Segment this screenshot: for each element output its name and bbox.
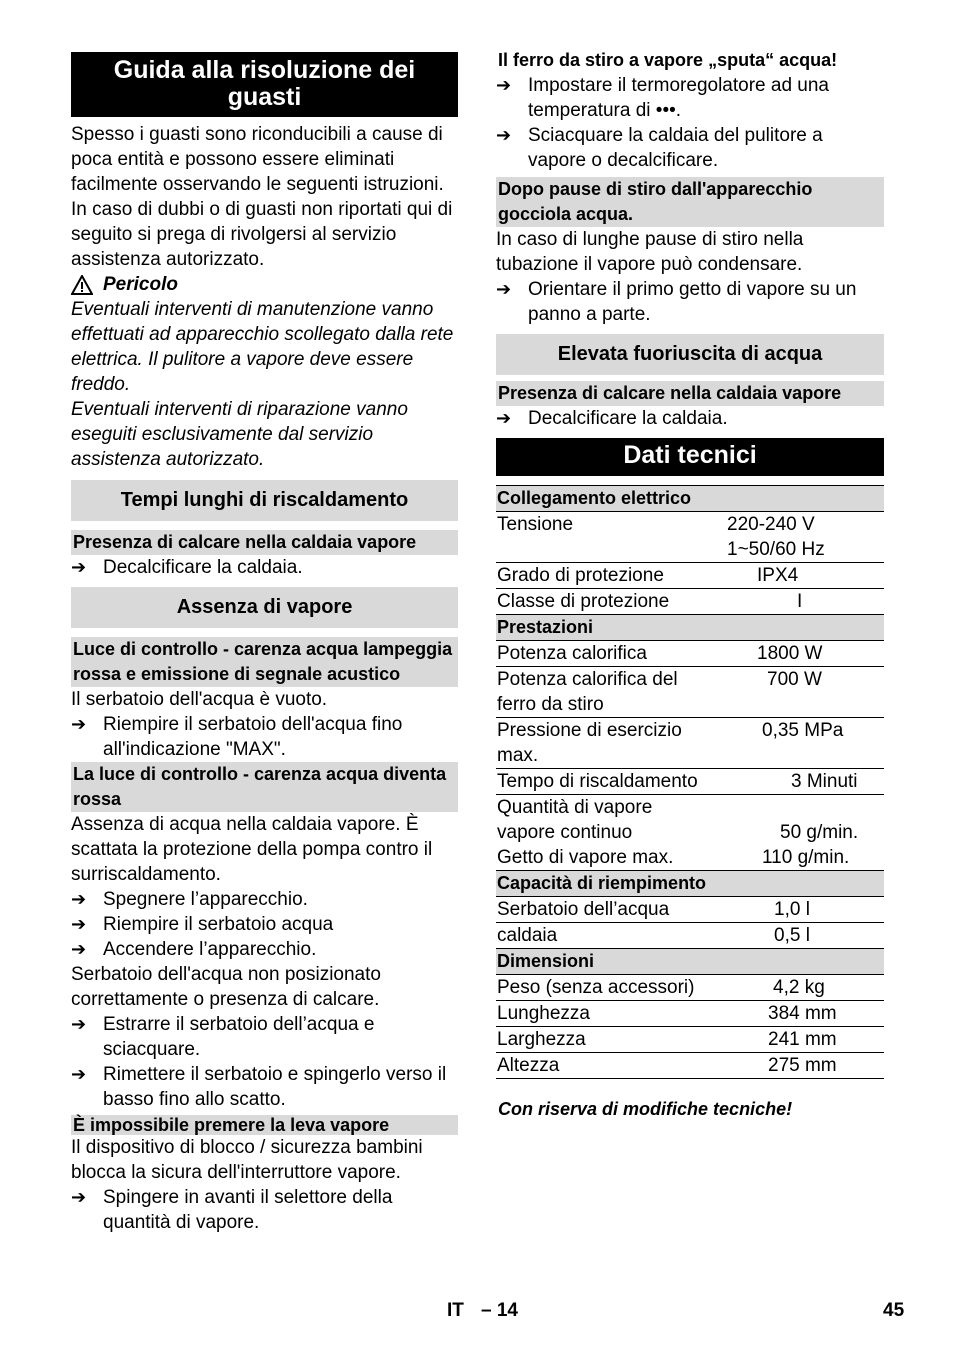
paragraph: Assenza di acqua nella caldaia vapore. È scattata la protezione della pompa contro il surriscaldamento.: [71, 814, 433, 885]
table-section-row: Collegamento elettrico: [496, 486, 884, 512]
danger-label: Pericolo: [103, 274, 178, 295]
table-row: caldaia 0,5 l: [496, 923, 884, 949]
paragraph: Il serbatoio dell'acqua è vuoto.: [71, 689, 328, 710]
table-row: Serbatoio dell’acqua 1,0 l: [496, 897, 884, 923]
footer-language: IT: [447, 1300, 464, 1321]
arrow-right-icon: ➔: [496, 125, 512, 145]
arrow-right-icon: ➔: [71, 889, 87, 909]
table-section-row: Dimensioni: [496, 949, 884, 975]
subsection-limescale-boiler: Presenza di calcare nella caldaia vapore: [496, 381, 884, 406]
step-item: ➔ Decalcificare la caldaia.: [496, 408, 728, 429]
table-row: Tempo di riscaldamento 3 Minuti: [496, 769, 884, 795]
technical-data-title: Dati tecnici: [496, 438, 884, 476]
subsection-water-light-flashing: Luce di controllo - carenza acqua lampeggia rossa e emissione di segnale acustico: [71, 637, 458, 687]
table-row: Larghezza 241 mm: [496, 1027, 884, 1053]
step-item: ➔ Sciacquare la caldaia del pulitore a vapore o decalcificare.: [496, 125, 823, 171]
right-column: [496, 48, 884, 1122]
arrow-right-icon: ➔: [71, 939, 87, 959]
step-item: ➔ Spegnere l’apparecchio.: [71, 889, 308, 910]
table-row: Altezza 275 mm: [496, 1053, 884, 1079]
paragraph: Il dispositivo di blocco / sicurezza bambini blocca la sicura dell'interruttore vapore.: [71, 1137, 423, 1183]
table-section-row: Capacità di riempimento: [496, 871, 884, 897]
arrow-right-icon: ➔: [71, 1187, 87, 1207]
table-row: Pressione di esercizio max. 0,35 MPa: [496, 718, 884, 769]
step-item: ➔ Impostare il termoregolatore ad una temperatura di •••.: [496, 75, 829, 121]
intro-paragraph: Spesso i guasti sono riconducibili a cause di poca entità e possono essere eliminati facilmente osservando le seguenti istruzioni. In caso di dubbi o di guasti non riportati qui di seguito si prega di rivolgersi al servizio assistenza autorizzato.: [71, 124, 453, 270]
danger-heading: [71, 272, 458, 297]
table-row: Getto di vapore max. 110 g/min.: [496, 845, 884, 871]
step-item: ➔ Decalcificare la caldaia.: [71, 557, 303, 578]
step-item: ➔ Riempire il serbatoio acqua: [71, 914, 334, 935]
table-row: Lunghezza 384 mm: [496, 1001, 884, 1027]
table-row: Classe di protezione I: [496, 589, 884, 615]
troubleshooting-title: Guida alla risoluzione dei guasti: [71, 52, 458, 117]
table-row: Potenza calorifica 1800 W: [496, 641, 884, 667]
disclaimer: Con riserva di modifiche tecniche!: [498, 1099, 793, 1119]
footer-local-page: – 14: [481, 1300, 518, 1321]
danger-text-2: Eventuali interventi di riparazione vanno eseguiti esclusivamente dal servizio assistenza autorizzato.: [71, 399, 408, 470]
subsection-dripping-after-pause: Dopo pause di stiro dall'apparecchio gocciola acqua.: [496, 177, 884, 227]
step-item: ➔ Estrarre il serbatoio dell’acqua e sciacquare.: [71, 1014, 375, 1060]
subsection-steam-lever-locked: È impossibile premere la leva vapore: [71, 1115, 458, 1135]
footer-page-number: 45: [883, 1300, 905, 1321]
arrow-right-icon: ➔: [71, 914, 87, 934]
section-water-leakage: Elevata fuoriuscita di acqua: [496, 334, 884, 375]
step-item: ➔ Rimettere il serbatoio e spingerlo verso il basso fino allo scatto.: [71, 1064, 447, 1110]
technical-data-table: [496, 485, 884, 1079]
step-item: ➔ Spingere in avanti il selettore della quantità di vapore.: [71, 1187, 393, 1233]
section-no-steam: Assenza di vapore: [71, 587, 458, 628]
step-item: ➔ Orientare il primo getto di vapore su un panno a parte.: [496, 279, 857, 325]
step-item: ➔ Accendere l’apparecchio.: [71, 939, 317, 960]
danger-text-1: Eventuali interventi di manutenzione vanno effettuati ad apparecchio scollegato dalla rete elettrica. Il pulitore a vapore deve essere freddo.: [71, 299, 454, 395]
paragraph: In caso di lunghe pause di stiro nella tubazione il vapore può condensare.: [496, 229, 804, 275]
arrow-right-icon: ➔: [496, 408, 512, 428]
table-section-row: Prestazioni: [496, 615, 884, 641]
table-row: Tensione 220-240 V 1~50/60 Hz: [496, 512, 884, 563]
step-item: ➔ Riempire il serbatoio dell'acqua fino all'indicazione "MAX".: [71, 714, 403, 760]
table-row: Grado di protezione IPX4: [496, 563, 884, 589]
arrow-right-icon: ➔: [71, 714, 87, 734]
left-column: [71, 52, 458, 1235]
arrow-right-icon: ➔: [496, 279, 512, 299]
table-row: Quantità di vapore vapore continuo 50 g/min.: [497, 797, 859, 843]
section-long-heating: Tempi lunghi di riscaldamento: [71, 480, 458, 521]
paragraph: Serbatoio dell'acqua non posizionato correttamente o presenza di calcare.: [71, 964, 381, 1010]
arrow-right-icon: ➔: [496, 75, 512, 95]
arrow-right-icon: ➔: [71, 1014, 87, 1034]
subsection-limescale-boiler: Presenza di calcare nella caldaia vapore: [71, 530, 458, 555]
table-row: Peso (senza accessori) 4,2 kg: [496, 975, 884, 1001]
table-row: Potenza calorifica del ferro da stiro 700 W: [496, 667, 884, 718]
arrow-right-icon: ➔: [71, 557, 87, 577]
warning-triangle-icon: [71, 275, 93, 295]
subsection-water-light-red: La luce di controllo - carenza acqua diventa rossa: [71, 762, 458, 812]
subsection-iron-spits-water: Il ferro da stiro a vapore „sputa“ acqua!: [498, 50, 838, 70]
arrow-right-icon: ➔: [71, 1064, 87, 1084]
